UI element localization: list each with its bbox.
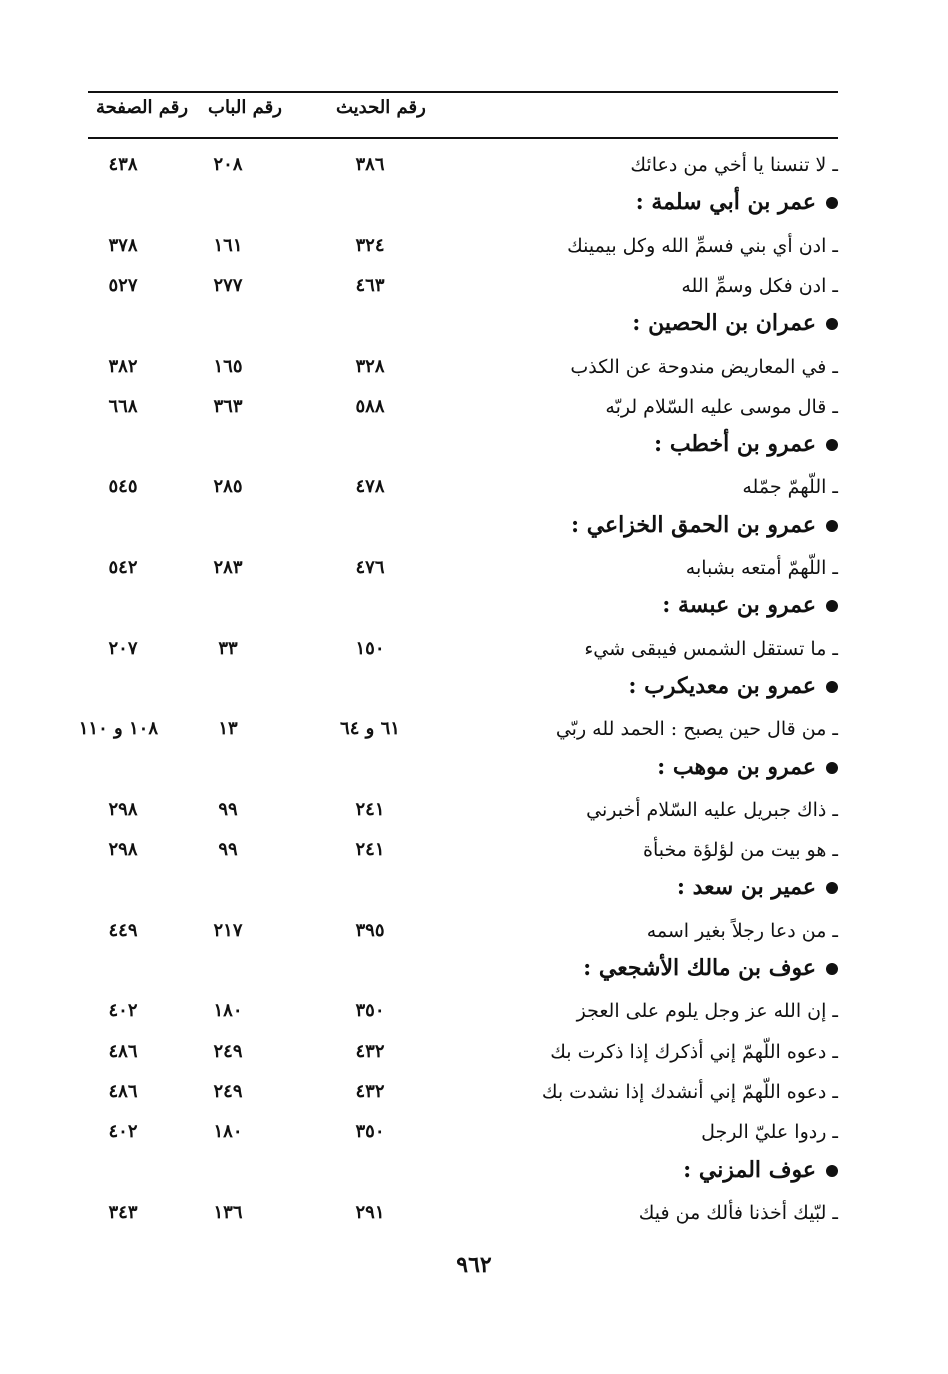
header-bottom-rule [88, 137, 838, 139]
hadith-row [88, 1113, 838, 1153]
hadith-title: ـ دعوه اللّهمّ إني أذكرك إذا ذكرت بك [550, 1041, 838, 1063]
chapter-number: ٢١٧ [213, 920, 243, 941]
narrator-heading [571, 512, 838, 538]
hadith-number: ٣٥٠ [355, 1000, 385, 1021]
chapter-number: ٣٣ [218, 638, 238, 659]
narrator-name: عمرو بن موهب : [657, 754, 816, 780]
narrator-heading-row [88, 186, 838, 226]
hadith-title: ـ إن الله عز وجل يلوم على العجز [576, 1000, 838, 1022]
hadith-number: ٢٩١ [355, 1202, 385, 1223]
chapter-number: ١٣ [218, 718, 238, 739]
hadith-number: ٣٢٨ [355, 356, 385, 377]
header-top-rule [88, 91, 838, 93]
hadith-row [88, 348, 838, 388]
hadith-row [88, 630, 838, 670]
chapter-number: ٢٤٩ [213, 1081, 243, 1102]
hadith-row [78, 710, 838, 750]
page-reference: ٣٧٨ [108, 235, 138, 256]
hadith-row [88, 831, 838, 871]
page-reference: ١٠٨ و ١١٠ [78, 718, 158, 739]
narrator-name: عمرو بن الحمق الخزاعي : [570, 512, 816, 538]
page-reference: ٦٦٨ [108, 396, 138, 417]
chapter-number: ١٦٥ [213, 356, 243, 377]
hadith-number: ٦١ و ٦٤ [340, 718, 400, 739]
narrator-name: عمران بن الحصين : [632, 310, 816, 336]
narrator-name: عوف المزني : [683, 1157, 816, 1183]
column-header-chapter: رقم الباب [208, 97, 282, 118]
chapter-number: ٢٠٨ [213, 154, 243, 175]
column-header-page: رقم الصفحة [96, 97, 189, 118]
narrator-heading-row [88, 670, 838, 710]
chapter-number: ٩٩ [218, 839, 238, 860]
hadith-number: ٣٢٤ [355, 235, 385, 256]
hadith-row [88, 1073, 838, 1113]
page-reference: ٤٨٦ [108, 1041, 138, 1062]
hadith-row [88, 146, 838, 186]
narrator-heading-row [88, 952, 838, 992]
hadith-number: ٤٦٣ [355, 275, 385, 296]
narrator-name: عمرو بن أخطب : [654, 431, 816, 457]
chapter-number: ١٨٠ [213, 1000, 243, 1021]
hadith-number: ١٥٠ [355, 638, 385, 659]
narrator-heading [677, 874, 838, 900]
hadith-title: ـ هو بيت من لؤلؤة مخبأة [642, 839, 838, 861]
hadith-title: ـ لا تنسنا يا أخي من دعائك [630, 154, 838, 176]
narrator-heading [654, 431, 838, 457]
page-reference: ٣٤٣ [108, 1202, 138, 1223]
hadith-title: ـ من قال حين يصبح : الحمد لله ربّي [555, 718, 838, 740]
page-reference: ٤٣٨ [108, 154, 138, 175]
hadith-row [88, 791, 838, 831]
chapter-number: ١٨٠ [213, 1121, 243, 1142]
hadith-title: ـ قال موسى عليه السّلام لربّه [605, 396, 838, 418]
hadith-title: ـ ردوا عليّ الرجل [701, 1121, 838, 1143]
narrator-heading-row [88, 871, 838, 911]
narrator-heading [636, 189, 838, 215]
page-reference: ٥٤٥ [108, 476, 138, 497]
hadith-title: ـ في المعاريض مندوحة عن الكذب [570, 356, 838, 378]
narrator-heading-row [88, 307, 838, 347]
narrator-heading-row [88, 589, 838, 629]
chapter-number: ٢٤٩ [213, 1041, 243, 1062]
hadith-title: ـ من دعا رجلاً بغير اسمه [646, 920, 838, 942]
narrator-heading-row [88, 509, 838, 549]
bullet-icon [826, 681, 838, 693]
hadith-number: ٤٣٢ [355, 1041, 385, 1062]
bullet-icon [826, 520, 838, 532]
page-reference: ٤٤٩ [108, 920, 138, 941]
narrator-name: عمير بن سعد : [676, 874, 816, 900]
narrator-heading-row [88, 1154, 838, 1194]
bullet-icon [826, 762, 838, 774]
bullet-icon [826, 963, 838, 975]
narrator-name: عوف بن مالك الأشجعي : [583, 955, 816, 981]
hadith-row [88, 549, 838, 589]
column-header-hadith: رقم الحديث [336, 97, 426, 118]
narrator-name: عمرو بن عبسة : [662, 592, 816, 618]
bullet-icon [826, 882, 838, 894]
chapter-number: ٢٨٣ [213, 557, 243, 578]
page-reference: ٣٨٢ [108, 356, 138, 377]
page-reference: ٤٨٦ [108, 1081, 138, 1102]
hadith-number: ٣٩٥ [355, 920, 385, 941]
narrator-heading [662, 592, 838, 618]
hadith-title: ـ ما تستقل الشمس فيبقى شيء [584, 638, 838, 660]
bullet-icon [826, 600, 838, 612]
narrator-heading [657, 754, 838, 780]
hadith-number: ٢٤١ [355, 799, 385, 820]
page-reference: ٢٠٧ [108, 638, 138, 659]
narrator-heading [632, 310, 838, 336]
hadith-title: ـ لبّيك أخذنا فألك من فيك [638, 1202, 838, 1224]
bullet-icon [826, 1165, 838, 1177]
page-reference: ٥٤٢ [108, 557, 138, 578]
hadith-row [88, 468, 838, 508]
narrator-heading-row [88, 428, 838, 468]
hadith-row [88, 227, 838, 267]
page-reference: ٢٩٨ [108, 839, 138, 860]
hadith-title: ـ اللّهمّ أمتعه بشبابه [685, 557, 838, 579]
narrator-heading [628, 673, 838, 699]
narrator-heading [683, 1157, 838, 1183]
chapter-number: ٣٦٣ [213, 396, 243, 417]
chapter-number: ٢٧٧ [213, 275, 243, 296]
hadith-row [88, 1194, 838, 1234]
hadith-number: ٤٧٨ [355, 476, 385, 497]
bullet-icon [826, 439, 838, 451]
hadith-number: ٣٥٠ [355, 1121, 385, 1142]
hadith-title: ـ ادن فكل وسمِّ الله [681, 275, 838, 297]
narrator-heading [583, 955, 838, 981]
page-reference: ٤٠٢ [108, 1000, 138, 1021]
page-reference: ٤٠٢ [108, 1121, 138, 1142]
narrator-name: عمر بن أبي سلمة : [635, 189, 816, 215]
hadith-row [88, 1033, 838, 1073]
hadith-row [88, 267, 838, 307]
chapter-number: ١٦١ [213, 235, 243, 256]
hadith-number: ٤٧٦ [355, 557, 385, 578]
bullet-icon [826, 197, 838, 209]
narrator-heading-row [88, 751, 838, 791]
hadith-title: ـ ذاك جبريل عليه السّلام أخبرني [586, 799, 838, 821]
chapter-number: ٢٨٥ [213, 476, 243, 497]
hadith-number: ٤٣٢ [355, 1081, 385, 1102]
hadith-row [88, 388, 838, 428]
hadith-number: ٢٤١ [355, 839, 385, 860]
hadith-row [88, 912, 838, 952]
hadith-title: ـ دعوه اللّهمّ إني أنشدك إذا نشدت بك [541, 1081, 838, 1103]
page-number: ٩٦٢ [456, 1252, 492, 1278]
bullet-icon [826, 318, 838, 330]
chapter-number: ٩٩ [218, 799, 238, 820]
page-reference: ٥٢٧ [108, 275, 138, 296]
hadith-number: ٥٨٨ [355, 396, 385, 417]
chapter-number: ١٣٦ [213, 1202, 243, 1223]
hadith-row [88, 992, 838, 1032]
hadith-number: ٣٨٦ [355, 154, 385, 175]
hadith-title: ـ ادن أي بني فسمِّ الله وكل بيمينك [567, 235, 838, 257]
narrator-name: عمرو بن معديكرب : [628, 673, 816, 699]
hadith-title: ـ اللّهمّ جمّله [742, 476, 838, 498]
page-reference: ٢٩٨ [108, 799, 138, 820]
